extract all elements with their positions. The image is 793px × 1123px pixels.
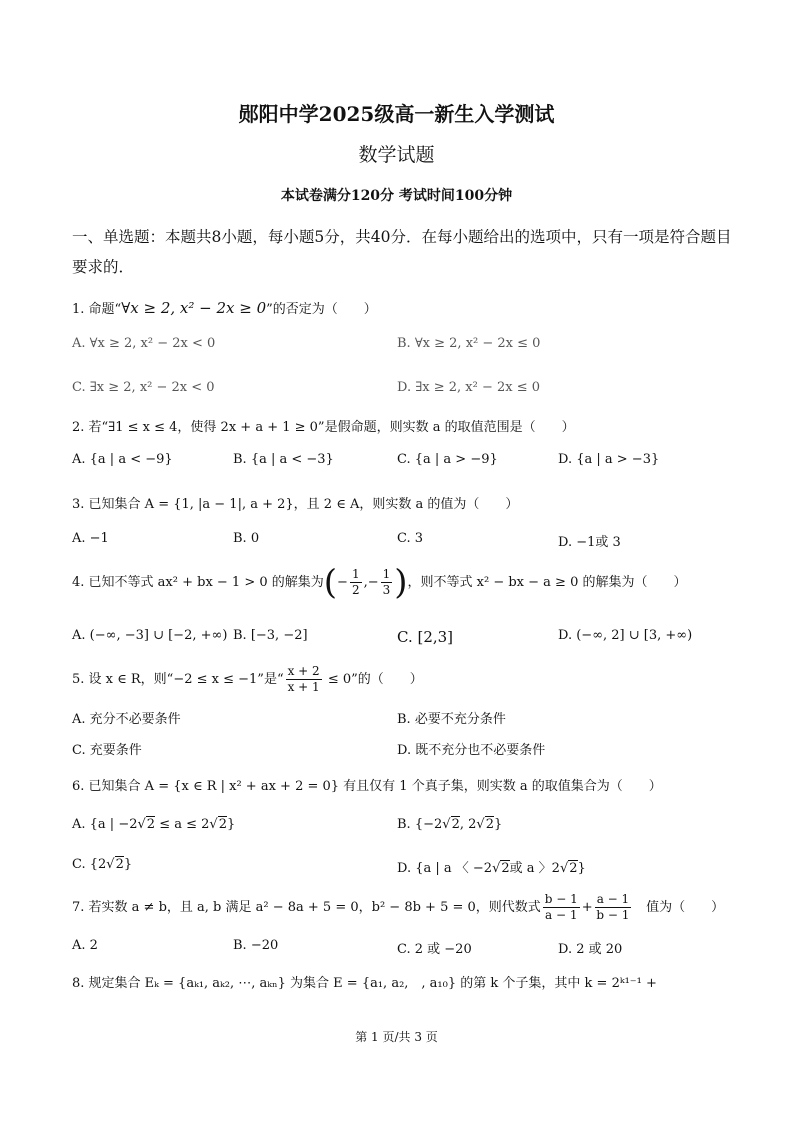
question-4: 4. 已知不等式 ax² + bx − 1 > 0 的解集为(− $\frac{1}{2}$ ,− $\frac{1}{3}$ )，则不等式 x² − bx − a ≥ 0 的解集为（ ）: [72, 562, 687, 603]
q7-option-c: C. 2 或 −20: [397, 942, 472, 957]
q4-option-a: A. (−∞, −3] ∪ [−2, +∞): [72, 628, 228, 643]
question-3: 3. 已知集合 A = {1, |a − 1|, a + 2}，且 2 ∈ A，则实数 a 的值为（ ）: [72, 497, 519, 512]
q6-option-a: A. {a | −2√2 ≤ a ≤ 2√2}: [72, 817, 236, 832]
q3-option-b: B. 0: [233, 531, 260, 546]
q3-option-a: A. −1: [72, 531, 109, 546]
section-heading: 一、单选题：本题共8小题，每小题5分，共40分．在每小题给出的选项中，只有一项是符合题目要求的．: [72, 228, 732, 276]
q3-option-c: C. 3: [397, 531, 424, 546]
question-5: 5. 设 x ∈ R，则“−2 ≤ x ≤ −1”是“ $\frac{x + 2}{x + 1}$ ≤ 0”的（ ）: [72, 664, 423, 694]
q1-option-b: B. ∀x ≥ 2, x² − 2x ≤ 0: [397, 336, 541, 351]
q2-option-a: A. {a | a < −9}: [72, 452, 173, 467]
q4-option-c: C. [2,3]: [397, 628, 454, 646]
question-6: 6. 已知集合 A = {x ∈ R | x² + ax + 2 = 0} 有且仅有 1 个真子集，则实数 a 的取值集合为（ ）: [72, 779, 662, 794]
q2-option-b: B. {a | a < −3}: [233, 452, 334, 467]
q3-option-d: D. −1或 3: [558, 535, 621, 550]
q5-option-a: A. 充分不必要条件: [72, 712, 181, 727]
q6-option-b: B. {−2√2, 2√2}: [397, 817, 503, 832]
q7-option-a: A. 2: [72, 938, 98, 953]
exam-title: 郧阳中学2025级高一新生入学测试: [238, 102, 555, 126]
question-2: 2. 若“∃1 ≤ x ≤ 4，使得 2x + a + 1 ≥ 0”是假命题，则实数 a 的取值范围是（ ）: [72, 420, 575, 435]
q2-option-d: D. {a | a > −3}: [558, 452, 660, 467]
q7-option-d: D. 2 或 20: [558, 942, 623, 957]
question-1: 1. 命题“∀x ≥ 2, x² − 2x ≥ 0”的否定为（ ）: [72, 299, 377, 317]
q5-option-b: B. 必要不充分条件: [397, 712, 506, 727]
q5-option-c: C. 充要条件: [72, 743, 142, 758]
q1-option-c: C. ∃x ≥ 2, x² − 2x < 0: [72, 380, 215, 395]
q1-option-a: A. ∀x ≥ 2, x² − 2x < 0: [72, 336, 216, 351]
q4-option-b: B. [−3, −2]: [233, 628, 308, 643]
q4-option-d: D. (−∞, 2] ∪ [3, +∞): [558, 628, 693, 643]
q1-option-d: D. ∃x ≥ 2, x² − 2x ≤ 0: [397, 380, 541, 395]
q6-option-d: D. {a | a 〈 −2√2或 a 〉2√2}: [397, 861, 586, 876]
q5-option-d: D. 既不充分也不必要条件: [397, 743, 546, 758]
q7-option-b: B. −20: [233, 938, 279, 953]
question-8: 8. 规定集合 Eₖ = {aₖ₁, aₖ₂, ⋯, aₖₙ} 为集合 E = {a₁, a₂, , a₁₀} 的第 k 个子集，其中 k = 2ᵏ¹⁻¹ +: [72, 976, 657, 991]
exam-subtitle: 数学试题: [358, 144, 435, 166]
page-footer: 第 1 页/共 3 页: [355, 1030, 438, 1044]
q2-option-c: C. {a | a > −9}: [397, 452, 498, 467]
exam-info: 本试卷满分120分 考试时间100分钟: [280, 188, 513, 204]
question-7: 7. 若实数 a ≠ b，且 a, b 满足 a² − 8a + 5 = 0，b² − 8b + 5 = 0，则代数式 $\frac{b - 1}{a - 1}$ + $\frac{a - 1}{b - 1}$ 值为（ ）: [72, 892, 725, 922]
q6-option-c: C. {2√2}: [72, 857, 133, 872]
